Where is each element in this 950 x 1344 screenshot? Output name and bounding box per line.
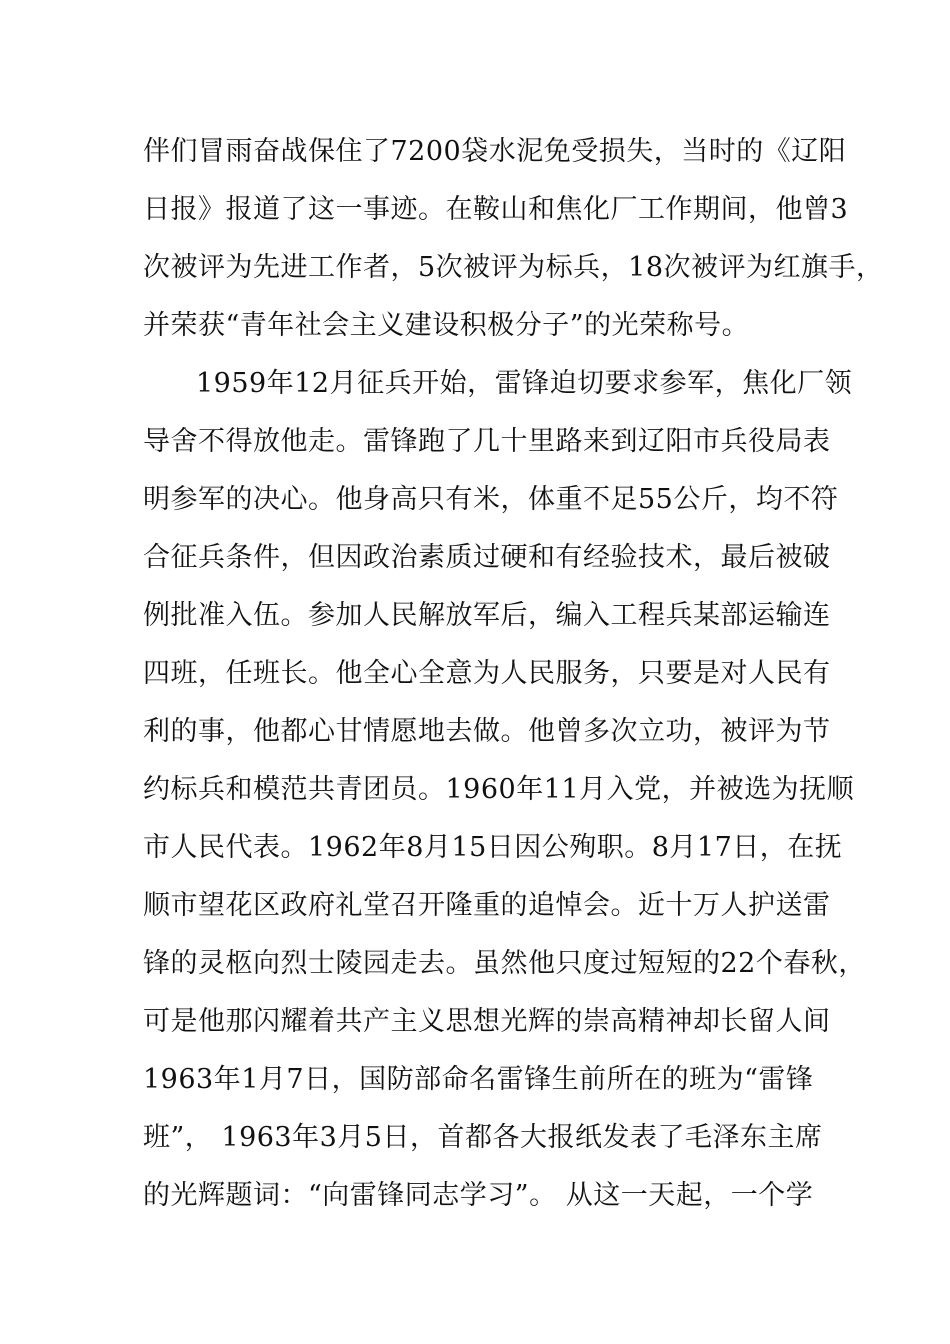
text-line: 顺市望花区政府礼堂召开隆重的追悼会。近十万人护送雷	[143, 890, 831, 921]
text-line: 导舍不得放他走。雷锋跑了几十里路来到辽阳市兵役局表	[143, 426, 831, 457]
text-line: 锋的灵柩向烈士陵园走去。虽然他只度过短短的22个春秋，	[143, 948, 866, 979]
text-line: 1963年1月7日，国防部命名雷锋生前所在的班为“雷锋	[143, 1064, 814, 1095]
text-line: 例批准入伍。参加人民解放军后，编入工程兵某部运输连	[143, 600, 831, 631]
text-line: 可是他那闪耀着共产主义思想光辉的崇高精神却长留人间	[143, 1006, 831, 1037]
paragraph-first-line: 1959年12月征兵开始，雷锋迫切要求参军，焦化厂领	[196, 368, 853, 399]
text-line: 合征兵条件，但因政治素质过硬和有经验技术，最后被破	[143, 542, 831, 573]
text-line: 利的事，他都心甘情愿地去做。他曾多次立功，被评为节	[143, 716, 831, 747]
text-line: 四班，任班长。他全心全意为人民服务，只要是对人民有	[143, 658, 831, 689]
text-line: 伴们冒雨奋战保住了7200袋水泥免受损失，当时的《辽阳	[143, 136, 847, 167]
text-line: 并荣获“青年社会主义建设积极分子”的光荣称号。	[143, 310, 750, 341]
text-line: 市人民代表。1962年8月15日因公殉职。8月17日，在抚	[143, 832, 843, 863]
text-line: 日报》报道了这一事迹。在鞍山和焦化厂工作期间，他曾3	[143, 194, 849, 225]
text-line: 班”， 1963年3月5日，首都各大报纸发表了毛泽东主席	[143, 1122, 823, 1153]
text-line: 明参军的决心。他身高只有米，体重不足55公斤，均不符	[143, 484, 839, 515]
text-line: 次被评为先进工作者，5次被评为标兵，18次被评为红旗手，	[143, 252, 884, 283]
text-line: 约标兵和模范共青团员。1960年11月入党，并被选为抚顺	[143, 774, 855, 805]
text-line: 的光辉题词：“向雷锋同志学习”。 从这一天起，一个学	[143, 1180, 814, 1211]
